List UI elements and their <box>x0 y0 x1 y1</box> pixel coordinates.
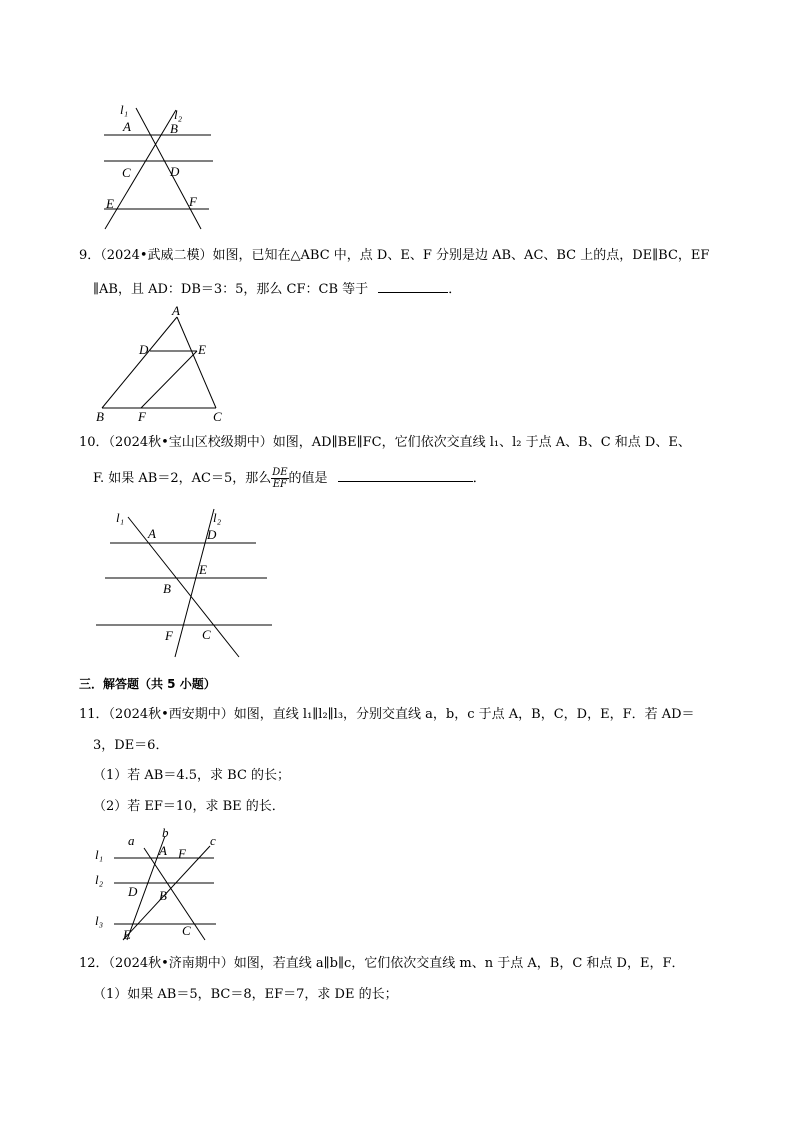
label-l3: l₃ <box>95 913 104 928</box>
q12-line1: 12．（2024秋•济南期中）如图，若直线 a∥b∥c，它们依次交直线 m、n 于点 A，B，C 和点 D，E，F． <box>79 956 685 971</box>
label-B: B <box>159 888 167 903</box>
q9-line2 <box>93 279 461 299</box>
q9-answer-blank[interactable] <box>378 279 448 293</box>
label-A: A <box>159 843 167 858</box>
label-F: F <box>165 628 173 643</box>
transversal-l2 <box>105 110 176 229</box>
label-a: a <box>128 833 135 848</box>
label-D: D <box>128 884 138 899</box>
label-C: C <box>182 923 191 938</box>
q10-fraction-denominator: EF <box>272 479 287 490</box>
q10-answer-blank[interactable] <box>338 468 473 482</box>
label-l2: l₂ <box>174 107 183 122</box>
label-l2: l₂ <box>95 872 104 887</box>
label-l1: l₁ <box>95 847 104 862</box>
figure-q8 <box>96 98 226 233</box>
label-c: c <box>210 833 216 848</box>
figure-q10 <box>90 505 280 665</box>
q11-line2: 3，DE＝6． <box>93 738 169 753</box>
q10-line2-mid: 的值是 <box>288 471 328 486</box>
figure-q11 <box>92 826 222 946</box>
transversal-l1 <box>136 108 201 229</box>
label-A: A <box>123 119 131 134</box>
label-E: E <box>106 196 114 211</box>
label-F: F <box>178 846 186 861</box>
label-B: B <box>170 121 178 136</box>
label-B: B <box>163 581 171 596</box>
label-E: E <box>198 342 206 357</box>
q10-line1: 10．（2024秋•宝山区校级期中）如图，AD∥BE∥FC，它们依次交直线 l₁、l₂ 于点 A、B、C 和点 D、E、 <box>79 435 691 450</box>
q11-part2: （2）若 EF＝10，求 BE 的长． <box>93 799 285 814</box>
section-heading: 三．解答题（共 5 小题） <box>79 677 216 691</box>
q9-line1: 9．（2024•武威二模）如图，已知在△ABC 中，点 D、E、F 分别是边 AB、AC、BC 上的点，DE∥BC，EF <box>79 248 710 263</box>
label-b: b <box>162 826 169 840</box>
label-l2: l₂ <box>213 510 222 525</box>
q11-part1: （1）若 AB＝4.5，求 BC 的长； <box>93 768 291 783</box>
label-E: E <box>199 562 207 577</box>
label-A: A <box>172 303 180 318</box>
q9-line2-suffix: ． <box>448 282 462 297</box>
label-C: C <box>213 409 222 424</box>
q11-line1: 11．（2024秋•西安期中）如图，直线 l₁∥l₂∥l₃，分别交直线 a，b，c 于点 A，B，C，D，E，F．若 AD＝ <box>79 707 695 722</box>
label-E: E <box>123 927 131 942</box>
side-AC <box>177 317 216 408</box>
q10-line2 <box>93 466 486 492</box>
label-F: F <box>138 409 146 424</box>
q10-line2-suffix: ． <box>472 471 486 486</box>
label-D: D <box>170 164 180 179</box>
q10-line2-prefix: F. 如果 AB＝2，AC＝5，那么 <box>93 471 272 486</box>
label-D: D <box>207 527 217 542</box>
label-D: D <box>139 342 149 357</box>
segment-EF <box>141 351 197 408</box>
label-l1: l₁ <box>116 510 125 525</box>
q9-line2-prefix: ∥AB，且 AD：DB＝3：5，那么 CF：CB 等于 <box>93 282 369 297</box>
label-l1: l₁ <box>120 102 129 117</box>
label-C: C <box>202 627 211 642</box>
label-B: B <box>96 409 104 424</box>
label-A: A <box>148 526 156 541</box>
label-F: F <box>189 194 197 209</box>
q10-fraction-numerator: DE <box>272 467 288 478</box>
label-C: C <box>122 165 131 180</box>
figure-q9 <box>90 302 235 427</box>
q12-part1: （1）如果 AB＝5，BC＝8，EF＝7，求 DE 的长； <box>93 987 398 1002</box>
transversal-l1 <box>128 517 239 657</box>
side-AB <box>102 317 177 408</box>
q10-fraction <box>271 467 288 490</box>
